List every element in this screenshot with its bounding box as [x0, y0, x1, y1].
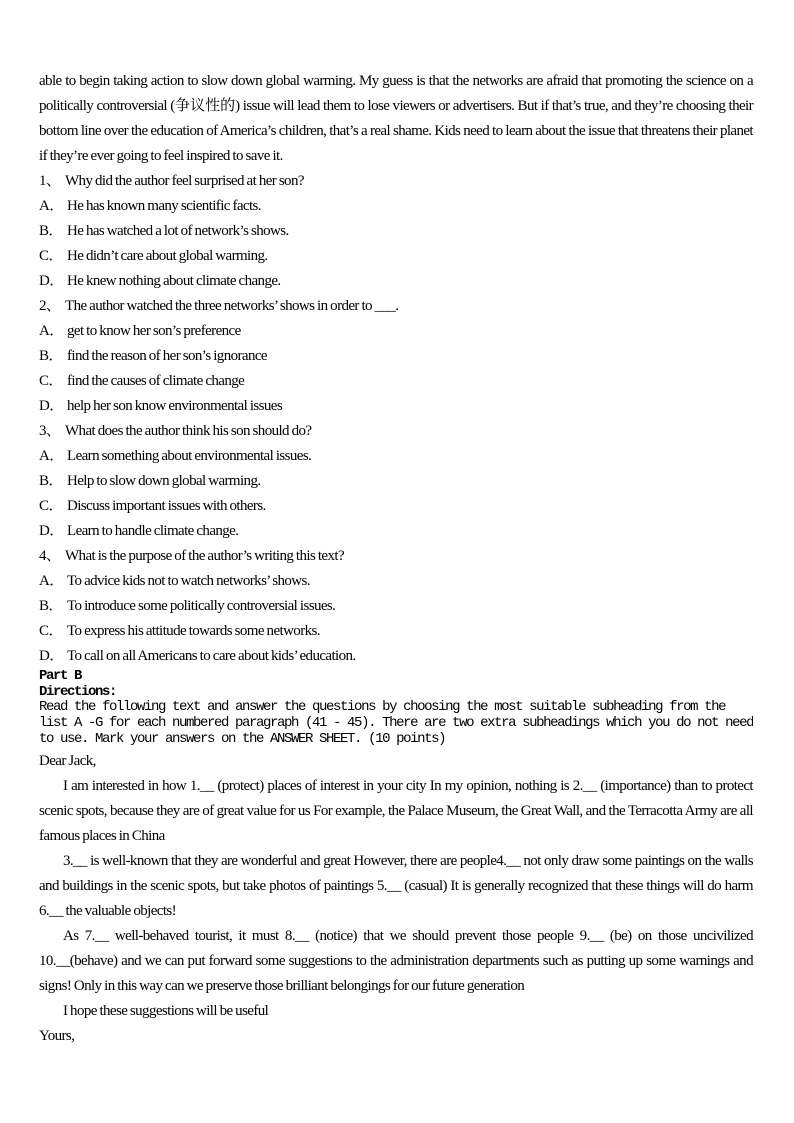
question-1-option-d-text: He knew nothing about climate change. — [67, 273, 281, 289]
question-block-4 — [39, 544, 753, 669]
question-4-option-d-label: D． — [39, 648, 64, 664]
question-1-option-c — [39, 244, 753, 269]
question-1-option-b-text: He has watched a lot of network’s shows. — [67, 223, 289, 239]
question-1-option-a-label: A． — [39, 198, 64, 214]
question-2-option-a-text: get to know her son’s preference — [67, 323, 241, 339]
question-1-option-d — [39, 269, 753, 294]
question-3-option-d — [39, 519, 753, 544]
question-2-number: 2、 — [39, 298, 61, 314]
question-4-stem — [39, 544, 753, 569]
question-2-option-d-label: D． — [39, 398, 64, 414]
question-2-option-c-label: C． — [39, 373, 63, 389]
question-1-stem — [39, 169, 753, 194]
question-1-number: 1、 — [39, 173, 61, 189]
question-4-option-b-label: B． — [39, 598, 63, 614]
question-1-text: Why did the author feel surprised at her son? — [65, 173, 304, 189]
question-2-option-b — [39, 344, 753, 369]
question-4-option-d — [39, 644, 753, 669]
question-4-option-a-text: To advice kids not to watch networks’ shows. — [67, 573, 310, 589]
question-3-option-c-label: C． — [39, 498, 63, 514]
question-2-option-b-text: find the reason of her son’s ignorance — [67, 348, 267, 364]
passage-paragraph: able to begin taking action to slow down global warming. My guess is that the networks are afraid that promoting the science on a politically controversial (争议性的) issue will lead them to lose viewers or advertisers. But if that’s true, and they’re choosing their bottom line over the education of America’s children, that’s a real shame. Kids need to learn about the issue that threatens their planet if they’re ever going to feel inspired to save it. — [39, 73, 753, 164]
question-2-stem — [39, 294, 753, 319]
question-4-option-c-text: To express his attitude towards some networks. — [67, 623, 320, 639]
question-4-option-a — [39, 569, 753, 594]
question-3-option-a-text: Learn something about environmental issues. — [67, 448, 312, 464]
question-3-option-d-text: Learn to handle climate change. — [67, 523, 239, 539]
question-3-option-b — [39, 469, 753, 494]
question-1-option-b-label: B． — [39, 223, 63, 239]
question-4-text: What is the purpose of the author’s writing this text? — [65, 548, 345, 564]
question-2-option-b-label: B． — [39, 348, 63, 364]
letter-salutation: Dear Jack, — [39, 752, 96, 769]
part-b-directions-label: Directions: — [39, 684, 117, 700]
letter-body — [39, 749, 753, 1049]
question-4-option-b-text: To introduce some politically controversial issues. — [67, 598, 336, 614]
question-block-2 — [39, 294, 753, 419]
question-block-3 — [39, 419, 753, 544]
letter-paragraph-1: I am interested in how 1.__ (protect) places of interest in your city In my opinion, nothing is 2.__ (importance) than to protect scenic spots, because they are of great value for us For example, the Palace Museum, the Great Wall, and the Terracotta Army are all famous places in China — [39, 777, 753, 844]
question-3-option-c-text: Discuss important issues with others. — [67, 498, 266, 514]
question-3-option-a — [39, 444, 753, 469]
question-3-option-a-label: A． — [39, 448, 64, 464]
question-3-option-d-label: D． — [39, 523, 64, 539]
question-4-number: 4、 — [39, 548, 61, 564]
part-b-section — [39, 669, 753, 748]
question-2-option-c — [39, 369, 753, 394]
part-b-directions-line-3: to use. Mark your answers on the ANSWER SHEET. (10 points) — [39, 731, 446, 747]
question-1-option-b — [39, 219, 753, 244]
question-2-option-d-text: help her son know environmental issues — [67, 398, 283, 414]
part-b-directions-line-1: Read the following text and answer the questions by choosing the most suitable subheading from the — [39, 700, 726, 716]
question-4-option-c-label: C． — [39, 623, 63, 639]
question-1-option-c-text: He didn’t care about global warming. — [67, 248, 268, 264]
question-3-option-c — [39, 494, 753, 519]
question-1-option-d-label: D． — [39, 273, 64, 289]
letter-closing-hope: I hope these suggestions will be useful — [63, 1002, 269, 1019]
question-4-option-c — [39, 619, 753, 644]
part-b-title: Part B — [39, 669, 82, 684]
part-b-directions-line-2: list A -G for each numbered paragraph (41 - 45). There are two extra subheadings which you do not need — [39, 716, 753, 732]
question-3-option-b-text: Help to slow down global warming. — [67, 473, 261, 489]
question-2-option-d — [39, 394, 753, 419]
question-2-text: The author watched the three networks’ shows in order to ___. — [65, 298, 399, 314]
letter-signoff: Yours, — [39, 1027, 75, 1044]
question-3-text: What does the author think his son should do? — [65, 423, 312, 439]
question-3-option-b-label: B． — [39, 473, 63, 489]
question-2-option-a-label: A． — [39, 323, 64, 339]
question-4-option-d-text: To call on all Americans to care about kids’ education. — [67, 648, 356, 664]
letter-paragraph-2: 3.__ is well-known that they are wonderful and great However, there are people4.__ not only draw some paintings on the walls and buildings in the scenic spots, but take photos of paintings 5.__ (casual) It is generally recognized that these things will do harm 6.__ the valuable objects! — [39, 852, 753, 919]
question-block-1 — [39, 169, 753, 294]
question-3-stem — [39, 419, 753, 444]
question-4-option-b — [39, 594, 753, 619]
question-1-option-a — [39, 194, 753, 219]
question-2-option-c-text: find the causes of climate change — [67, 373, 245, 389]
letter-paragraph-3: As 7.__ well-behaved tourist, it must 8.__ (notice) that we should prevent those people 9.__ (be) on those uncivilized 10.__(behave) and we can put forward some suggestions to the administration departments such as putting up some warnings and signs! Only in this way can we preserve those brilliant belongings for our future generation — [39, 927, 753, 994]
question-1-option-c-label: C． — [39, 248, 63, 264]
question-4-option-a-label: A． — [39, 573, 64, 589]
question-3-number: 3、 — [39, 423, 61, 439]
question-1-option-a-text: He has known many scientific facts. — [67, 198, 261, 214]
question-2-option-a — [39, 319, 753, 344]
